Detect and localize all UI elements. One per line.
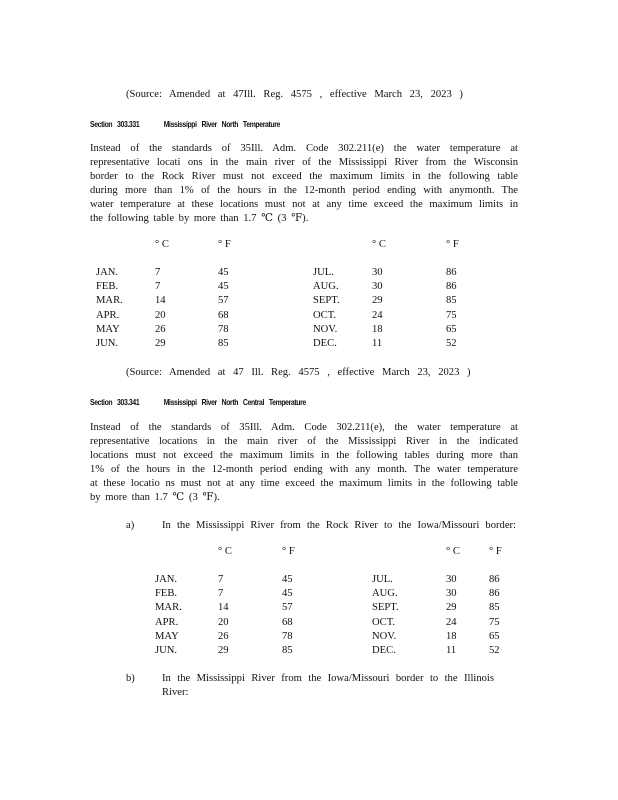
section-heading-2 bbox=[90, 396, 306, 409]
month-label: JUN. bbox=[155, 645, 178, 656]
celsius-value: 18 bbox=[446, 630, 457, 642]
fahrenheit-value: 57 bbox=[282, 602, 293, 614]
fahrenheit-value: 86 bbox=[489, 574, 500, 585]
month-label: JUN. bbox=[96, 338, 119, 349]
celsius-value: 7 bbox=[218, 574, 224, 585]
item-b-line: In the Mississippi River from the Iowa/Missouri border to the Illinois bbox=[162, 673, 494, 684]
fahrenheit-header: ° F bbox=[446, 239, 459, 250]
celsius-value: 29 bbox=[155, 338, 166, 349]
month-label: FEB. bbox=[155, 588, 178, 600]
fahrenheit-value: 85 bbox=[218, 338, 229, 349]
celsius-value: 29 bbox=[446, 602, 457, 614]
month-label: MAY bbox=[96, 323, 120, 335]
paragraph-line: representative locations in the main river of the Mississippi River in the indicated bbox=[90, 436, 518, 447]
month-label: JAN. bbox=[155, 574, 178, 585]
fahrenheit-value: 45 bbox=[218, 281, 229, 293]
month-label: SEPT. bbox=[372, 602, 399, 614]
celsius-value: 18 bbox=[372, 323, 383, 335]
month-label: NOV. bbox=[372, 630, 397, 642]
fahrenheit-value: 65 bbox=[489, 630, 500, 642]
section-number: Section 303.341 bbox=[90, 397, 140, 407]
fahrenheit-value: 78 bbox=[218, 323, 229, 335]
month-label: JAN. bbox=[96, 267, 119, 278]
month-label: AUG. bbox=[313, 281, 339, 293]
celsius-header: ° C bbox=[155, 239, 169, 250]
celsius-value: 7 bbox=[155, 281, 161, 293]
month-label: APR. bbox=[96, 309, 120, 321]
paragraph-line: representative locati ons in the main river of the Mississippi River from the Wisconsin bbox=[90, 157, 518, 168]
fahrenheit-value: 57 bbox=[218, 295, 229, 307]
fahrenheit-value: 86 bbox=[446, 281, 457, 293]
item-a-line: In the Mississippi River from the Rock River to the Iowa/Missouri border: bbox=[162, 520, 516, 531]
celsius-value: 7 bbox=[155, 267, 161, 278]
paragraph-line: locations must not exceed the maximum limits in the following tables during more than bbox=[90, 450, 518, 461]
month-label: OCT. bbox=[313, 309, 337, 321]
fahrenheit-header: ° F bbox=[282, 546, 295, 557]
fahrenheit-value: 45 bbox=[282, 588, 293, 600]
paragraph-line: 1% of the hours in the 12-month period ending with any month. The water temperature bbox=[90, 464, 518, 475]
fahrenheit-value: 75 bbox=[446, 309, 457, 321]
celsius-value: 24 bbox=[372, 309, 383, 321]
paragraph-line: Instead of the standards of 35Ill. Adm. Code 302.211(e) the water temperature at bbox=[90, 143, 518, 154]
item-b-label: b) bbox=[126, 673, 135, 684]
celsius-value: 20 bbox=[218, 616, 229, 628]
fahrenheit-value: 45 bbox=[282, 574, 293, 585]
section-heading-1 bbox=[90, 118, 280, 131]
section-title: Mississippi River North Central Temperature bbox=[163, 397, 306, 407]
month-label: JUL. bbox=[372, 574, 393, 585]
paragraph-line: border to the Rock River must not exceed the maximum limits in the following table bbox=[90, 171, 518, 182]
item-a-text bbox=[162, 519, 516, 533]
fahrenheit-value: 52 bbox=[489, 645, 500, 656]
paragraph-line: the following table by more than 1.7 ℃ (3 ℉). bbox=[90, 213, 309, 224]
month-label: DEC. bbox=[313, 338, 337, 349]
celsius-value: 30 bbox=[372, 281, 383, 293]
month-label: MAY bbox=[155, 630, 179, 642]
fahrenheit-value: 45 bbox=[218, 267, 229, 278]
section-title: Mississippi River North Temperature bbox=[163, 119, 280, 129]
month-label: OCT. bbox=[372, 616, 396, 628]
month-label: DEC. bbox=[372, 645, 396, 656]
fahrenheit-header: ° F bbox=[218, 239, 231, 250]
celsius-value: 30 bbox=[446, 574, 457, 585]
fahrenheit-value: 68 bbox=[282, 616, 293, 628]
fahrenheit-value: 52 bbox=[446, 338, 457, 349]
paragraph-line: Instead of the standards of 35Ill. Adm. Code 302.211(e), the water temperature at bbox=[90, 422, 518, 433]
section-2-paragraph bbox=[90, 421, 518, 505]
celsius-value: 14 bbox=[155, 295, 166, 307]
item-b-line: River: bbox=[162, 686, 189, 698]
month-label: APR. bbox=[155, 616, 179, 628]
fahrenheit-value: 78 bbox=[282, 630, 293, 642]
month-label: MAR. bbox=[96, 295, 123, 307]
celsius-header: ° C bbox=[446, 546, 460, 557]
section-number: Section 303.331 bbox=[90, 119, 140, 129]
paragraph-line: at these locatio ns must not at any time exceed the maximum limits in the following table bbox=[90, 478, 518, 489]
celsius-value: 24 bbox=[446, 616, 457, 628]
fahrenheit-value: 65 bbox=[446, 323, 457, 335]
month-label: MAR. bbox=[155, 602, 182, 614]
celsius-value: 14 bbox=[218, 602, 229, 614]
celsius-value: 30 bbox=[446, 588, 457, 600]
source-note-1: (Source: Amended at 47Ill. Reg. 4575 , effective March 23, 2023 ) bbox=[126, 89, 463, 100]
celsius-value: 26 bbox=[155, 323, 166, 335]
month-label: SEPT. bbox=[313, 295, 340, 307]
fahrenheit-value: 86 bbox=[489, 588, 500, 600]
month-label: FEB. bbox=[96, 281, 119, 293]
month-label: NOV. bbox=[313, 323, 338, 335]
fahrenheit-value: 85 bbox=[489, 602, 500, 614]
item-a-label: a) bbox=[126, 520, 135, 531]
fahrenheit-value: 85 bbox=[446, 295, 457, 307]
paragraph-line: water temperature at these locations must not at any time exceed the maximum limits in bbox=[90, 199, 518, 210]
fahrenheit-value: 68 bbox=[218, 309, 229, 321]
fahrenheit-value: 85 bbox=[282, 645, 293, 656]
celsius-value: 29 bbox=[372, 295, 383, 307]
celsius-header: ° C bbox=[218, 546, 232, 557]
month-label: JUL. bbox=[313, 267, 334, 278]
celsius-value: 30 bbox=[372, 267, 383, 278]
month-label: AUG. bbox=[372, 588, 398, 600]
celsius-value: 29 bbox=[218, 645, 229, 656]
paragraph-line: by more than 1.7 ℃ (3 ℉). bbox=[90, 492, 220, 503]
fahrenheit-value: 75 bbox=[489, 616, 500, 628]
celsius-value: 7 bbox=[218, 588, 224, 600]
section-1-paragraph bbox=[90, 142, 518, 226]
fahrenheit-header: ° F bbox=[489, 546, 502, 557]
celsius-value: 11 bbox=[372, 338, 383, 349]
paragraph-line: during more than 1% of the hours in the 12-month period ending with anymonth. The bbox=[90, 185, 518, 196]
celsius-value: 26 bbox=[218, 630, 229, 642]
celsius-header: ° C bbox=[372, 239, 386, 250]
celsius-value: 11 bbox=[446, 645, 457, 656]
fahrenheit-value: 86 bbox=[446, 267, 457, 278]
item-b-text bbox=[162, 672, 494, 700]
source-note-2: (Source: Amended at 47 Ill. Reg. 4575 , effective March 23, 2023 ) bbox=[126, 367, 471, 378]
celsius-value: 20 bbox=[155, 309, 166, 321]
